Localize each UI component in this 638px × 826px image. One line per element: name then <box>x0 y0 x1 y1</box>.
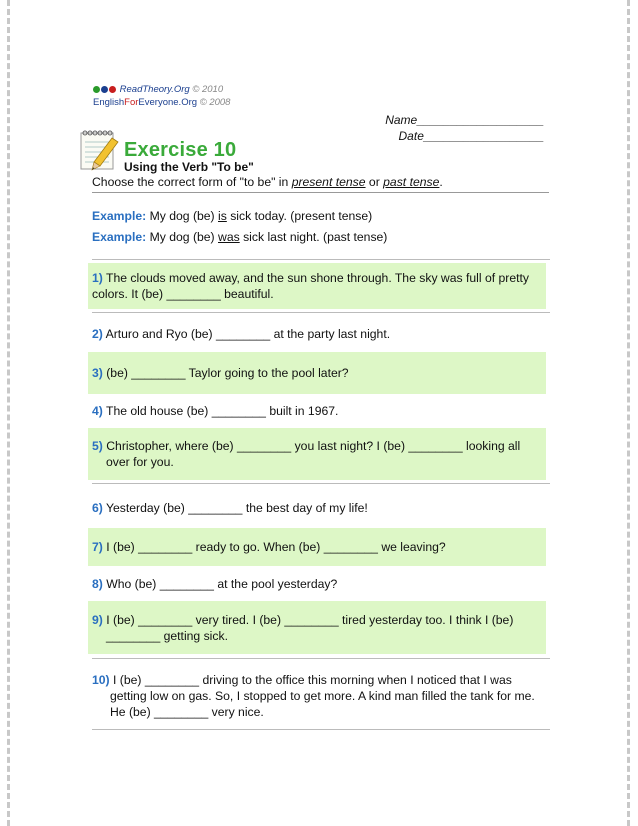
question-6 <box>88 490 546 526</box>
question-number: 10) <box>92 673 110 687</box>
brand-year-2: © 2008 <box>199 97 231 108</box>
name-field[interactable]: Name___________________ <box>385 113 544 127</box>
brand-credits <box>93 83 230 109</box>
question-text: (be) ________ Taylor going to the pool later? <box>106 366 349 380</box>
example-answer: was <box>218 230 240 244</box>
brand-english: English <box>93 97 125 108</box>
divider <box>92 729 550 730</box>
brand-readtheory: ReadTheory.Org <box>119 84 190 95</box>
question-text: I (be) ________ very tired. I (be) ________ tired yesterday too. I think I (be) ________ getting sick. <box>106 612 514 643</box>
question-7 <box>88 528 546 566</box>
question-9 <box>88 601 546 654</box>
instructions-or: or <box>365 175 384 189</box>
question-number: 2) <box>92 327 103 341</box>
brand-line-2 <box>93 96 230 109</box>
question-text: Arturo and Ryo (be) ________ at the party last night. <box>105 327 391 341</box>
question-text: The clouds moved away, and the sun shone through. The sky was full of pretty colors. It (be) ________ beautiful. <box>92 271 529 301</box>
question-number: 9) <box>92 612 103 627</box>
question-8 <box>88 568 546 600</box>
exercise-title: Exercise 10 <box>124 139 237 161</box>
instructions-past-tense: past tense <box>383 175 440 189</box>
example-text-post: sick last night. (past tense) <box>239 230 388 244</box>
instructions <box>92 175 549 193</box>
question-4 <box>88 396 546 426</box>
question-text: The old house (be) ________ built in 1967. <box>106 404 339 418</box>
example-2 <box>92 230 387 244</box>
divider <box>92 312 550 313</box>
notepad-pencil-icon <box>78 128 120 172</box>
divider <box>92 658 550 659</box>
example-text-post: sick today. (present tense) <box>226 209 373 223</box>
instructions-present-tense: present tense <box>291 175 366 189</box>
example-text-pre: My dog (be) <box>149 230 219 244</box>
instructions-period: . <box>439 175 443 189</box>
example-1 <box>92 209 372 223</box>
question-1 <box>88 263 546 309</box>
question-number: 8) <box>92 577 103 591</box>
example-label: Example: <box>92 230 147 244</box>
question-text: Who (be) ________ at the pool yesterday? <box>106 577 338 591</box>
question-10 <box>88 668 546 724</box>
instructions-text: Choose the correct form of "to be" in <box>92 175 292 189</box>
question-number: 1) <box>92 271 103 285</box>
question-number: 4) <box>92 404 103 418</box>
question-number: 3) <box>92 366 103 380</box>
question-text: I (be) ________ ready to go. When (be) ________ we leaving? <box>106 540 446 554</box>
question-number: 7) <box>92 540 103 554</box>
example-text-pre: My dog (be) <box>149 209 219 223</box>
question-number: 6) <box>92 501 103 515</box>
brand-year-1: © 2010 <box>192 84 224 95</box>
question-5 <box>88 428 546 480</box>
brand-dots-icon <box>93 84 117 95</box>
question-number: 5) <box>92 439 103 453</box>
question-text: Yesterday (be) ________ the best day of my life! <box>106 501 368 515</box>
divider <box>92 483 550 484</box>
date-field[interactable]: Date__________________ <box>398 129 544 143</box>
name-date-fields <box>385 112 544 144</box>
brand-for: For <box>124 97 139 108</box>
example-answer: is <box>218 209 227 223</box>
question-2 <box>88 318 546 350</box>
brand-line-1 <box>93 83 230 96</box>
divider <box>92 259 550 260</box>
exercise-subtitle: Using the Verb "To be" <box>124 160 254 174</box>
brand-everyone: Everyone.Org <box>138 97 198 108</box>
left-page-edge <box>7 0 10 826</box>
question-text: I (be) ________ driving to the office this morning when I noticed that I was getting low on gas. So, I stopped to get more. A kind man filled the tank for me. He (be) ________ very nice. <box>110 673 535 719</box>
example-label: Example: <box>92 209 147 223</box>
question-3 <box>88 352 546 394</box>
question-text: Christopher, where (be) ________ you last night? I (be) ________ looking all over for you. <box>106 439 521 469</box>
right-page-edge <box>627 0 630 826</box>
